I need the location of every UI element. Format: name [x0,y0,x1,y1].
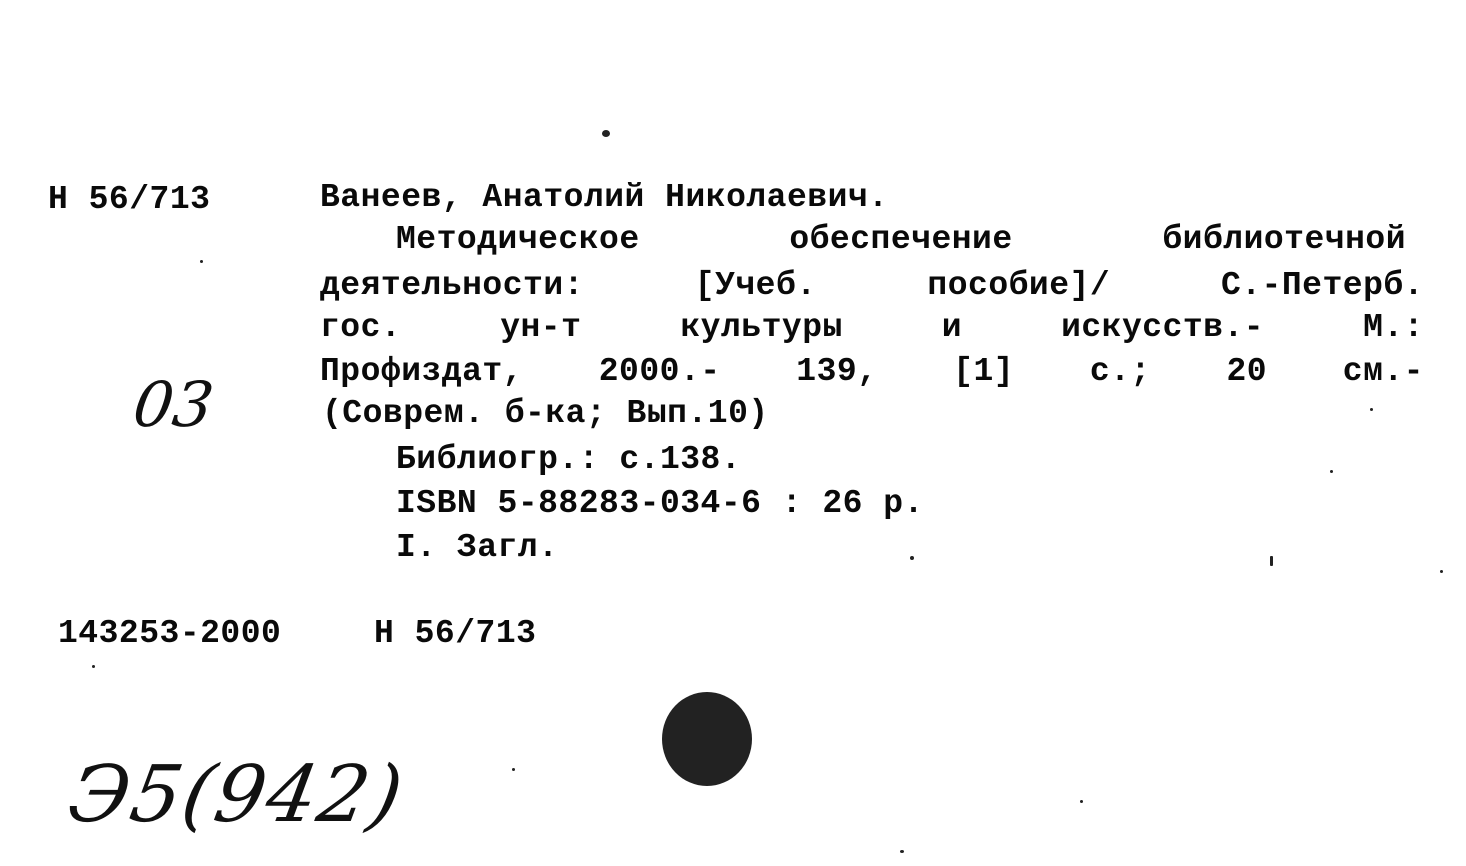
punched-hole-mark [662,692,752,786]
author-heading: Ванеев, Анатолий Николаевич. [320,179,889,216]
imprint-word: 20 [1226,353,1268,390]
speck [1080,800,1083,803]
speck [1370,408,1373,411]
speck [900,850,904,853]
imprint-word: с.; [1089,353,1151,390]
title-word: культуры [680,309,843,346]
title-line-3 [320,306,1424,350]
speck [910,556,914,560]
accession-number: 143253-2000 [58,615,282,652]
title-word: Методическое [396,221,640,258]
title-word: М.: [1363,309,1424,346]
title-word: библиотечной [1162,221,1406,258]
title-word: искусств.- [1061,309,1265,346]
imprint-word: Профиздат, [320,353,524,390]
speck [512,768,515,771]
title-word: [Учеб. [694,267,817,304]
title-word: обеспечение [789,221,1013,258]
title-word: ун-т [500,309,582,346]
imprint-word: 2000.- [598,353,721,390]
title-word: деятельности: [320,267,584,304]
title-line-1 [396,218,1406,262]
speck [200,260,203,263]
call-number: Н 56/713 [48,181,211,218]
handwritten-classification: Э5(942) [62,750,411,840]
title-line-2 [320,264,1424,308]
speck [1270,556,1273,566]
imprint-word: см.- [1342,353,1424,390]
bibliography-note: Библиогр.: с.138. [396,441,742,478]
tracing: I. Загл. [396,529,559,566]
accession-call-number: Н 56/713 [374,615,537,652]
speck [1440,570,1443,573]
imprint-word: [1] [953,353,1015,390]
speck [92,665,95,668]
title-line-4 [320,350,1424,394]
imprint-word: 139, [796,353,878,390]
isbn-price: ISBN 5-88283-034-6 : 26 р. [396,485,924,522]
title-word: С.-Петерб. [1220,267,1424,304]
speck [602,130,610,137]
handwritten-code: 03 [128,368,219,441]
title-word: гос. [320,309,402,346]
series-note: (Соврем. б-ка; Вып.10) [322,395,769,432]
title-word: пособие]/ [927,267,1111,304]
speck [1330,470,1333,473]
title-word: и [941,309,963,346]
